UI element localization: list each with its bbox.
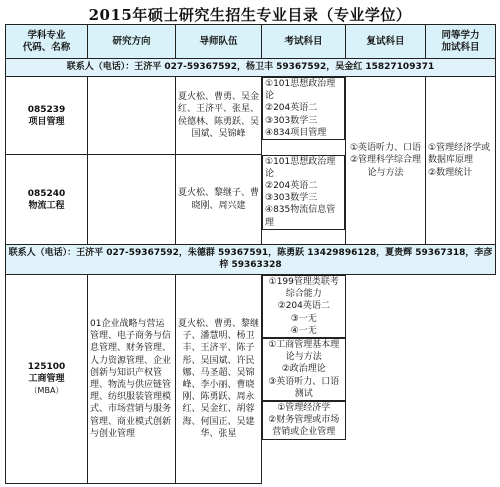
exam-item: ①101思想政治理论 (265, 79, 336, 102)
program-name: 物流工程 (28, 200, 65, 211)
exam-item: ①199管理类联考综合能力 (268, 277, 339, 300)
retest-item: ②政治理论 (281, 364, 326, 375)
contact-row (6, 59, 496, 77)
retest-item: ①工商管理基本理论与方法 (268, 340, 340, 363)
program-cell (6, 77, 88, 155)
page-title: 2015年硕士研究生招生专业目录（专业学位） (88, 6, 412, 24)
exam-item: ③303数学三 (265, 115, 318, 126)
exam-item: ②204英语二 (277, 301, 330, 312)
table-row (6, 77, 496, 155)
exam-item: ③303数学三 (265, 193, 318, 204)
contact-text: 联系人（电话）：王济平 027-59367592，杨卫丰 59367592，吴金红 15827109371 (6, 59, 496, 77)
program-name: 工商管理 (28, 374, 65, 384)
retest-cell (262, 338, 346, 401)
direction-cell (88, 155, 176, 245)
equiv-item: ①管理经济学 (277, 403, 331, 414)
equiv-item: ②数理统计 (428, 167, 473, 178)
header-equiv: 同等学力 加试科目 (426, 25, 496, 59)
program-cell (6, 275, 88, 484)
program-note: （MBA） (29, 386, 64, 395)
exam-item: ④835物流信息管理 (265, 205, 336, 228)
exam-cell (262, 275, 346, 338)
advisors-cell: 夏火松、曹勇、黎继子、潘慧明、杨卫丰、王济平、陈子彤、吴国斌、许民娜、马圣超、吴锦峰、李小丽、曹晓刚、陈勇跃、周永红、吴金红、胡蓉海、何国正、吴建华、张星 (176, 275, 262, 484)
program-code: 085240 (27, 188, 66, 199)
retest-item: ①英语听力、口语 (349, 143, 422, 154)
exam-item: ④一无 (290, 325, 317, 336)
header-advisors: 导师队伍 (176, 25, 262, 59)
equiv-item: ②财务管理或市场营销或企业管理 (268, 415, 340, 438)
exam-item: ②204英语二 (265, 180, 318, 191)
exam-cell (262, 77, 345, 140)
exam-item: ④834项目管理 (265, 127, 327, 138)
header-exam: 考试科目 (262, 25, 346, 59)
contact-text: 联系人（电话）：王济平 027-59367592，朱德群 59367591，陈勇跃 13429896128，夏贵辉 59367318，李彦梓 59363328 (6, 245, 496, 275)
direction-cell (88, 77, 176, 155)
table-row (6, 275, 496, 484)
program-name: 项目管理 (28, 116, 65, 127)
equiv-item: ①管理经济学或数据库原理 (428, 143, 491, 166)
exam-item: ①101思想政治理论 (265, 156, 336, 179)
advisors-cell: 夏火松、黎继子、曹晓刚、周兴建 (176, 155, 262, 245)
program-code: 085239 (27, 104, 66, 115)
header-retest: 复试科目 (346, 25, 426, 59)
exam-cell (262, 155, 345, 230)
equiv-cell (426, 77, 496, 245)
header-row (6, 25, 496, 59)
retest-item: ②管理科学综合理论与方法 (349, 155, 422, 178)
equiv-cell (262, 401, 346, 440)
advisors-cell: 夏火松、曹勇、吴金红、王济平、张星、侯德林、陈勇跃、吴国斌、吴锦峰 (176, 77, 262, 155)
catalog-table (5, 24, 496, 484)
program-code: 125100 (27, 362, 66, 372)
program-cell (6, 155, 88, 245)
direction-cell: 01企业战略与营运管理、电子商务与信息管理、财务管理、人力资源管理、企业创新与知识产权管理、物流与供应链管理、纺织服装管理模式、市场营销与服务管理、商业模式创新与创业管理 (88, 275, 176, 484)
header-direction: 研究方向 (88, 25, 176, 59)
retest-item: ③英语听力、口语测试 (268, 376, 340, 399)
contact-row (6, 245, 496, 275)
header-major: 学科专业 代码、名称 (6, 25, 88, 59)
exam-item: ②204英语二 (265, 103, 318, 114)
exam-item: ③一无 (290, 313, 317, 324)
retest-cell (346, 77, 426, 245)
